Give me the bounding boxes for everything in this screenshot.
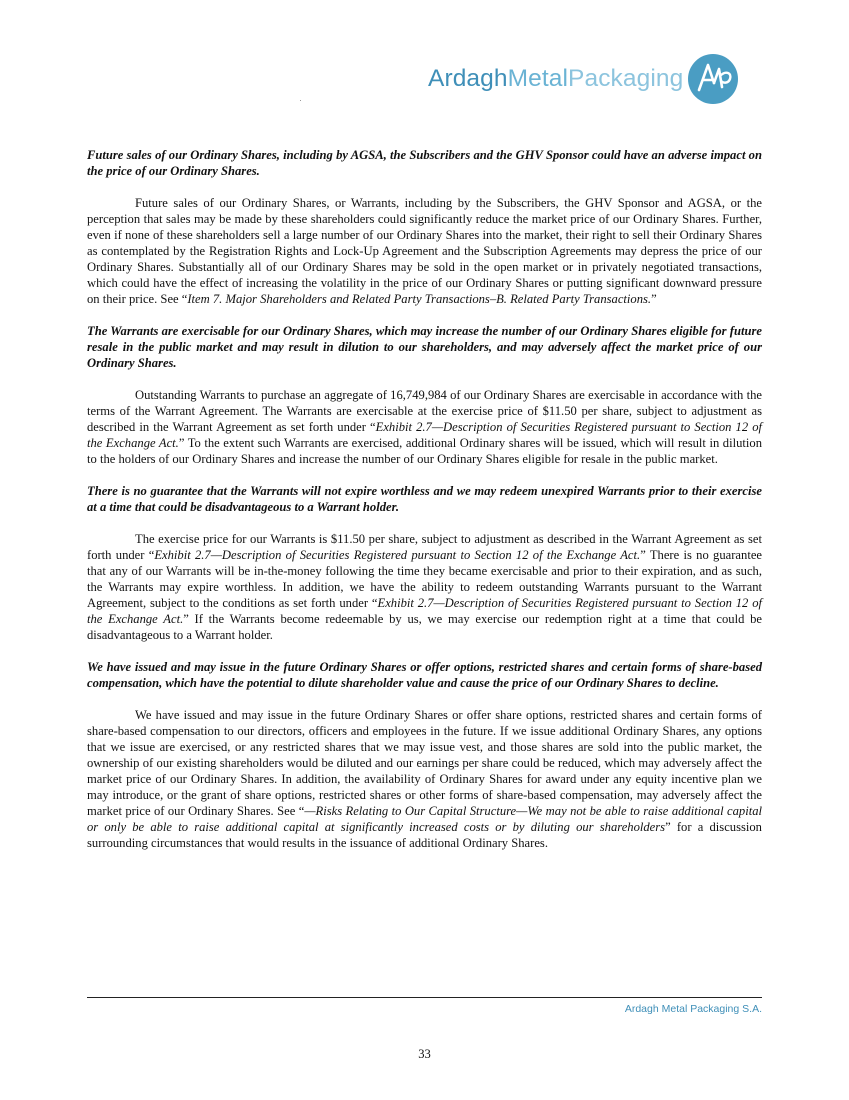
- document-body: [87, 147, 762, 867]
- paragraph-text: ” for a discussion surrounding circumstances that would results in the issuance of additional Ordinary Shares.: [87, 820, 762, 850]
- cross-reference: Exhibit 2.7—Description of Securities Registered pursuant to Section 12 of the Exchange Act.: [87, 420, 763, 450]
- logo-wordmark: [428, 65, 683, 93]
- footer-divider: [87, 997, 762, 998]
- logo-word-ardagh: Ardagh: [428, 65, 508, 92]
- cross-reference: Exhibit 2.7—Description of Securities Registered pursuant to Section 12 of the Exchange Act.: [87, 596, 763, 626]
- page-number: 33: [418, 1047, 431, 1061]
- cross-reference: Item 7. Major Shareholders and Related Party Transactions–B. Related Party Transactions.: [187, 292, 652, 306]
- section-heading: Future sales of our Ordinary Shares, including by AGSA, the Subscribers and the GHV Sponsor could have an adverse impact on the price of our Ordinary Shares.: [87, 148, 762, 178]
- logo-word-packaging: Packaging: [568, 65, 684, 92]
- logo-word-metal: Metal: [507, 65, 569, 92]
- section-paragraph: [87, 707, 762, 851]
- section-heading: The Warrants are exercisable for our Ordinary Shares, which may increase the number of our Ordinary Shares eligible for future resale in the public market and may result in dilution to our shareholders, and may adversely affect the market price of our Ordinary Shares.: [87, 324, 762, 370]
- section-paragraph: [87, 531, 762, 643]
- company-logo: [428, 52, 748, 108]
- paragraph-text: Future sales of our Ordinary Shares, or Warrants, including by the Subscribers, the GHV Sponsor and AGSA, or the perception that sales may be made by these shareholders could significantly reduce the market price of our Ordinary Shares. Further, even if none of these shareholders sell a large number of our Ordinary Shares into the market, their right to sell their Ordinary Shares as contemplated by the Registration Rights and Lock-Up Agreement and the Subscription Agreements may depress the price of our Ordinary Shares. Substantially all of our Ordinary Shares may be sold in the open market or in privately negotiated transactions, which could have the effect of increasing the volatility in the price of our Ordinary Shares or putting significant downward pressure on their price. See “: [87, 196, 762, 306]
- paragraph-text: ” To the extent such Warrants are exercised, additional Ordinary shares will be issued, which will result in dilution to the holders of our Ordinary Shares and increase the number of our Ordinary Shares eligible for resale in the public market.: [87, 436, 762, 466]
- paragraph-text: ”: [651, 292, 657, 306]
- paragraph-text: The exercise price for our Warrants is $11.50 per share, subject to adjustment as described in the Warrant Agreement as set forth under “: [87, 532, 762, 562]
- section-heading: There is no guarantee that the Warrants will not expire worthless and we may redeem unexpired Warrants prior to their exercise at a time that could be disadvantageous to a Warrant holder.: [87, 484, 762, 514]
- paragraph-text: Outstanding Warrants to purchase an aggregate of 16,749,984 of our Ordinary Shares are exercisable in accordance with the terms of the Warrant Agreement. The Warrants are exercisable at the exercise price of $11.50 per share, subject to adjustment as described in the Warrant Agreement as set forth under “: [87, 388, 762, 434]
- section-paragraph: [87, 387, 762, 467]
- section-heading: We have issued and may issue in the future Ordinary Shares or offer options, restricted shares and certain forms of share-based compensation, which have the potential to dilute shareholder value and cause the price of our Ordinary Shares to decline.: [87, 660, 762, 690]
- amp-monogram-icon: [686, 52, 740, 106]
- paragraph-text: We have issued and may issue in the future Ordinary Shares or offer share options, restricted shares and certain forms of share-based compensation to our directors, officers and employees in the future. If we issue additional Ordinary Shares, any options that we issue are exercised, or any restricted shares that we may issue vest, and those shares are sold into the public market, the ownership of our existing shareholders would be diluted and our earnings per share could be reduced, which may adversely affect the market price of our Ordinary Shares. In addition, the availability of Ordinary Shares for award under any equity incentive plan we may introduce, or the grant of share options, restricted shares or other forms of share-based compensation, may adversely affect the market price of our Ordinary Shares. See “: [87, 708, 762, 818]
- cross-reference: Exhibit 2.7—Description of Securities Registered pursuant to Section 12 of the Exchange Act.: [154, 548, 641, 562]
- stray-mark: [300, 100, 301, 101]
- paragraph-text: ” There is no guarantee that any of our Warrants will be in-the-money following the time they became exercisable and prior to their expiration, and as such, the Warrants may expire worthless. In addition, we have the ability to redeem outstanding Warrants pursuant to the Warrant Agreement, subject to the conditions as set forth under “: [87, 548, 762, 610]
- footer-company-name: Ardagh Metal Packaging S.A.: [624, 1003, 762, 1015]
- section-paragraph: [87, 195, 762, 307]
- paragraph-text: ” If the Warrants become redeemable by us, we may exercise our redemption right at a time that could be disadvantageous to a Warrant holder.: [87, 612, 762, 642]
- cross-reference: —Risks Relating to Our Capital Structure—We may not be able to raise additional capital or only be able to raise additional capital at significantly increased costs or by diluting our shareholders: [87, 804, 762, 834]
